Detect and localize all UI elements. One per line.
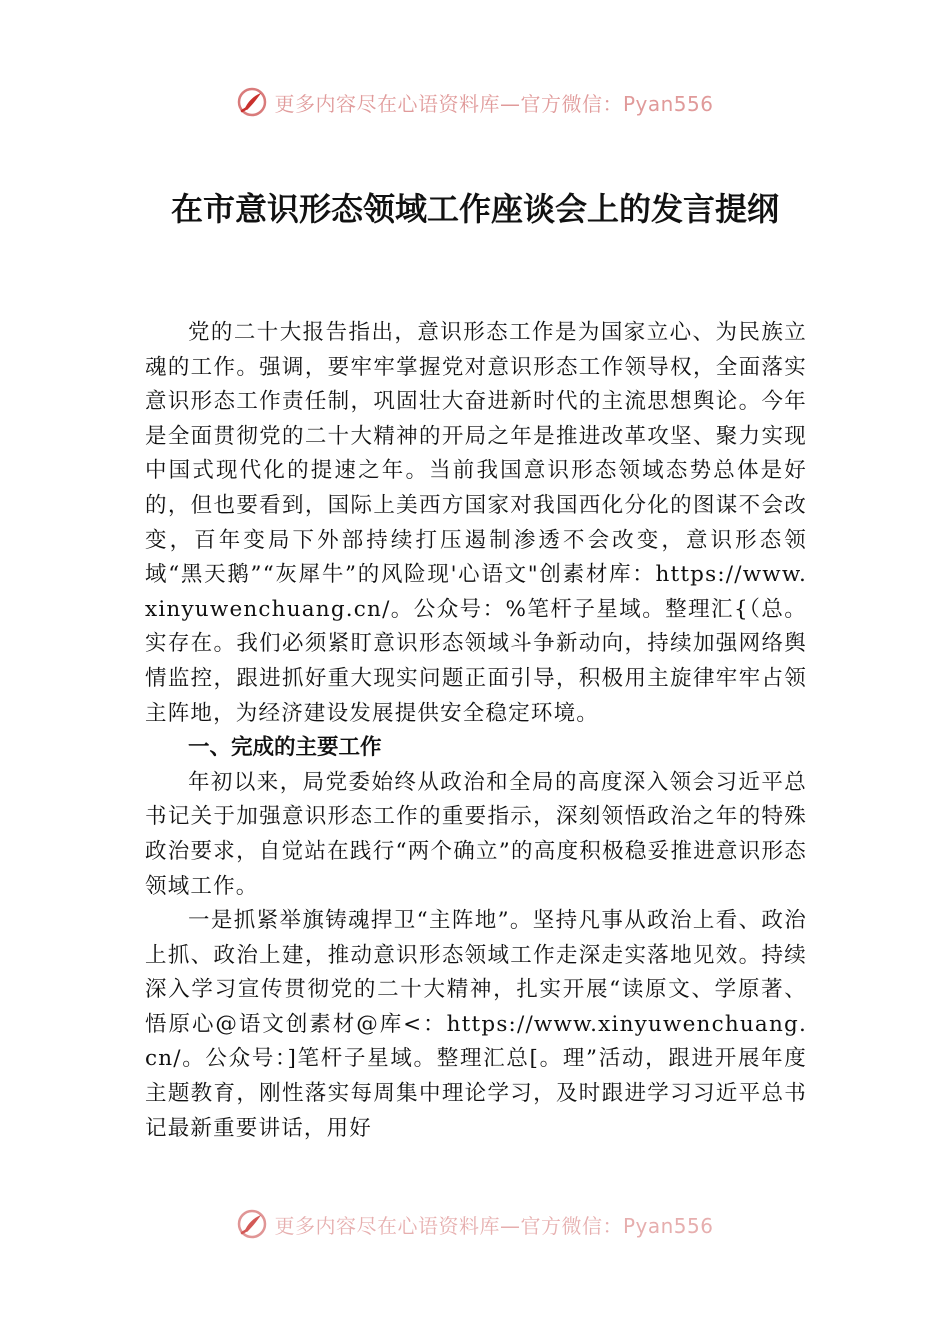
brush-logo-icon — [236, 86, 268, 118]
document-body — [145, 316, 807, 1146]
brush-logo-icon — [236, 1208, 268, 1240]
watermark-text: 更多内容尽在心语资料库—官方微信：Pyan556 — [274, 1213, 714, 1238]
section-paragraph: 一是抓紧举旗铸魂捍卫“主阵地”。坚持凡事从政治上看、政治上抓、政治上建，推动意识形态领域工作走深走实落地见效。持续深入学习宣传贯彻党的二十大精神，扎实开展“读原文、学原著、悟原心@语文创素材@库<：https://www.xinyuwenchuang.cn/。公众号：]笔杆子星域。整理汇总[。理”活动，跟进开展年度主题教育，刚性落实每周集中理论学习，及时跟进学习习近平总书记最新重要讲话，用好 — [145, 908, 807, 1141]
section-heading: 一、完成的主要工作 — [188, 735, 382, 761]
watermark-header — [0, 86, 950, 118]
intro-paragraph: 党的二十大报告指出，意识形态工作是为国家立心、为民族立魂的工作。强调，要牢牢掌握党对意识形态工作领导权，全面落实意识形态工作责任制，巩固壮大奋进新时代的主流思想舆论。今年是全面贯彻党的二十大精神的开局之年是推进改革攻坚、聚力实现中国式现代化的提速之年。当前我国意识形态领域态势总体是好的，但也要看到，国际上美西方国家对我国西化分化的图谋不会改变，百年变局下外部持续打压遏制渗透不会改变，意识形态领域“黑天鹅”“灰犀牛”的风险现'心语文"创素材库：https://www.xinyuwenchuang.cn/。公众号：%笔杆子星域。整理汇{（总。实存在。我们必须紧盯意识形态领域斗争新动向，持续加强网络舆情监控，跟进抓好重大现实问题正面引导，积极用主旋律牢牢占领主阵地，为经济建设发展提供安全稳定环境。 — [145, 320, 807, 726]
document-title: 在市意识形态领域工作座谈会上的发言提纲 — [170, 190, 779, 228]
section-paragraph: 年初以来，局党委始终从政治和全局的高度深入领会习近平总书记关于加强意识形态工作的重要指示，深刻领悟政治之年的特殊政治要求，自觉站在践行“两个确立”的高度积极稳妥推进意识形态领域工作。 — [145, 769, 807, 899]
watermark-footer — [0, 1208, 950, 1240]
watermark-text: 更多内容尽在心语资料库—官方微信：Pyan556 — [274, 91, 714, 116]
